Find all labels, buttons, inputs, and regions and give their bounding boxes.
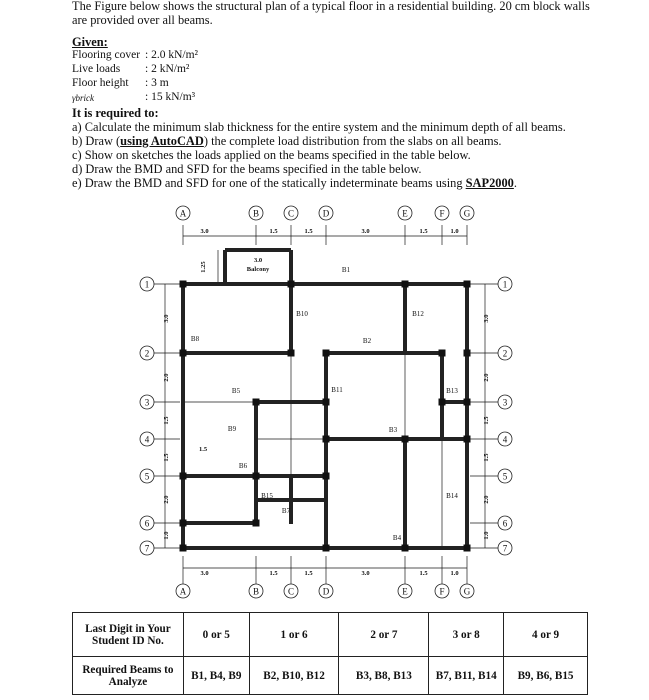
column (288, 281, 295, 288)
balcony-beam (225, 248, 291, 252)
required-c: c) Show on sketches the loads applied on the beams specified in the table below. (72, 148, 471, 162)
beam-label-b4: B4 (392, 534, 402, 542)
left-dim-label: 1.5 (163, 416, 170, 425)
bottom-dim-label: 3.0 (200, 570, 209, 577)
left-dim-label: 2.0 (163, 495, 170, 504)
beam-B14 (465, 284, 469, 548)
column (180, 473, 187, 480)
digit-cell: 1 or 6 (249, 613, 339, 657)
beam-B4-vert (403, 439, 407, 548)
given-value-height: : 3 m (145, 77, 169, 89)
beam-B8 (181, 284, 185, 548)
column (464, 281, 471, 288)
left-dim-label: 2.0 (163, 373, 170, 382)
grid-label: 3 (144, 397, 150, 408)
required-e-post: . (513, 176, 517, 190)
beam-B13 (442, 400, 467, 404)
given-value-live: : 2 kN/m² (145, 63, 190, 75)
required-a: a) Calculate the minimum slab thickness for the entire system and the minimum depth of all beams. (72, 120, 566, 134)
digit-cell: 0 or 5 (183, 613, 249, 657)
beam-B2 (183, 351, 292, 355)
top-dim-label: 1.5 (419, 228, 428, 235)
sap2000-link: SAP2000 (465, 176, 514, 190)
beam-label-b5: B5 (231, 387, 241, 395)
grid-label: G (463, 208, 471, 219)
beam-label-b6: B6 (238, 462, 248, 470)
given-label-gamma: γbrick (72, 93, 95, 103)
column (464, 545, 471, 552)
grid-label: 5 (502, 471, 508, 482)
beam-B11 (324, 353, 328, 548)
grid-label: C (287, 586, 295, 597)
grid-label: A (179, 586, 187, 597)
beam-B13 (440, 353, 444, 439)
given-label-live: Live loads (72, 63, 121, 75)
bottom-dim-label: 1.5 (419, 570, 428, 577)
beam-lines (180, 248, 471, 552)
beam-label-b9: B9 (227, 425, 237, 433)
right-dim-label: 1.0 (483, 531, 490, 540)
column (253, 520, 260, 527)
beam-B9 (254, 402, 258, 523)
bottom-dim-label: 3.0 (361, 570, 370, 577)
balcony-dim-label: 1.25 (200, 261, 207, 273)
given-title: Given: (72, 35, 108, 49)
header-required-beams: Required Beams to Analyze (73, 657, 184, 695)
column (464, 399, 471, 406)
beam-label-b15: B15 (261, 492, 273, 500)
column (323, 350, 330, 357)
grid-label: E (402, 586, 408, 597)
grid-label: C (287, 208, 295, 219)
top-dim-label: 1.0 (450, 228, 459, 235)
balcony-width-label: 3.0 (253, 257, 263, 264)
column (323, 436, 330, 443)
grid-label: 4 (144, 434, 150, 445)
top-dim-label: 3.0 (200, 228, 209, 235)
column (464, 350, 471, 357)
required-b-pre: b) Draw ( (72, 134, 121, 148)
beam-label-b1: B1 (341, 266, 351, 274)
grid-label: D (322, 208, 330, 219)
left-dim-label: 3.0 (163, 314, 170, 323)
beam-label-b8: B8 (190, 335, 200, 343)
right-dim-label: 3.0 (483, 314, 490, 323)
grid-label: B (252, 586, 260, 597)
column (323, 545, 330, 552)
column (464, 436, 471, 443)
grid-label: E (402, 208, 408, 219)
inner-dim-label: 1.5 (198, 446, 208, 453)
beam-label-b14: B14 (446, 492, 458, 500)
required-b-post: ) the complete load distribution from the slabs on all beams. (203, 134, 502, 148)
grid-label: B (252, 208, 260, 219)
required-d: d) Draw the BMD and SFD for the beams specified in the table below. (72, 162, 422, 176)
column (323, 399, 330, 406)
column (288, 350, 295, 357)
beam-label-b2: B2 (362, 337, 372, 345)
column (439, 350, 446, 357)
grid-label: A (179, 208, 187, 219)
grid-label: G (463, 586, 471, 597)
intro-paragraph: The Figure below shows the structural plan of a typical floor in a residential building. 20 cm block walls are provided over all beams. (72, 0, 590, 27)
right-dim-label: 1.5 (483, 416, 490, 425)
beam-label-b11: B11 (331, 386, 343, 394)
balcony-label: Balcony (246, 266, 270, 273)
top-dim-label: 3.0 (361, 228, 370, 235)
bottom-dim-label: 1.0 (450, 570, 459, 577)
right-dim-label: 1.5 (483, 453, 490, 462)
beams-cell: B2, B10, B12 (249, 657, 339, 695)
beam-B5 (256, 400, 326, 404)
grid-label: 6 (502, 518, 508, 529)
column (323, 473, 330, 480)
column (253, 399, 260, 406)
beam-B12 (403, 284, 407, 353)
bottom-dim-label: 1.5 (304, 570, 313, 577)
column (180, 520, 187, 527)
beams-cell: B7, B11, B14 (429, 657, 504, 695)
beam-B3 (326, 437, 467, 441)
left-dim-label: 1.5 (163, 453, 170, 462)
column (402, 281, 409, 288)
grid-label: D (322, 586, 330, 597)
beam-B1 (183, 282, 467, 286)
beam-label-b7: B7 (281, 507, 291, 515)
beam-label-b12: B12 (412, 310, 424, 318)
beam-B6 (183, 521, 256, 525)
left-dim-label: 1.0 (163, 531, 170, 540)
column (253, 473, 260, 480)
beam-assignment-table (72, 612, 588, 695)
grid-label: 6 (144, 518, 150, 529)
grid-label: 1 (502, 279, 508, 290)
grid-label: 2 (502, 348, 508, 359)
digit-cell: 3 or 8 (429, 613, 504, 657)
beam-label-b13: B13 (446, 387, 458, 395)
given-label-height: Floor height (72, 77, 129, 89)
grid-label: 5 (144, 471, 150, 482)
grid-label: 1 (144, 279, 150, 290)
grid-label: 7 (502, 543, 508, 554)
given-label-flooring: Flooring cover (72, 49, 141, 61)
grid-label: 2 (144, 348, 150, 359)
right-dim-label: 2.0 (483, 373, 490, 382)
beams-cell: B9, B6, B15 (504, 657, 588, 695)
column (402, 436, 409, 443)
bottom-dim-label: 1.5 (269, 570, 278, 577)
grid-label: 3 (502, 397, 508, 408)
top-dim-label: 1.5 (269, 228, 278, 235)
autocad-link: using AutoCAD (120, 134, 204, 148)
top-dim-label: 1.5 (304, 228, 313, 235)
header-last-digit: Last Digit in Your Student ID No. (73, 613, 184, 657)
beams-cell: B3, B8, B13 (339, 657, 429, 695)
beam-B10 (289, 250, 293, 353)
beam-B15 (289, 476, 293, 524)
given-value-flooring: : 2.0 kN/m² (145, 49, 198, 61)
grid-label: 4 (502, 434, 508, 445)
beam-label-b10: B10 (296, 310, 308, 318)
digit-cell: 2 or 7 (339, 613, 429, 657)
grid-label: F (439, 208, 445, 219)
right-dim-label: 2.0 (483, 495, 490, 504)
grid-label: F (439, 586, 445, 597)
beam-label-b3: B3 (388, 426, 398, 434)
column (180, 350, 187, 357)
column (180, 281, 187, 288)
column (439, 399, 446, 406)
beams-cell: B1, B4, B9 (183, 657, 249, 695)
beam-B2 (326, 351, 442, 355)
balcony-beam (223, 250, 227, 284)
grid-label: 7 (144, 543, 150, 554)
required-e-pre: e) Draw the BMD and SFD for one of the statically indeterminate beams using (72, 176, 466, 190)
digit-cell: 4 or 9 (504, 613, 588, 657)
required-title: It is required to: (72, 106, 159, 120)
column (402, 545, 409, 552)
column (180, 545, 187, 552)
given-value-gamma: : 15 kN/m³ (145, 91, 196, 103)
